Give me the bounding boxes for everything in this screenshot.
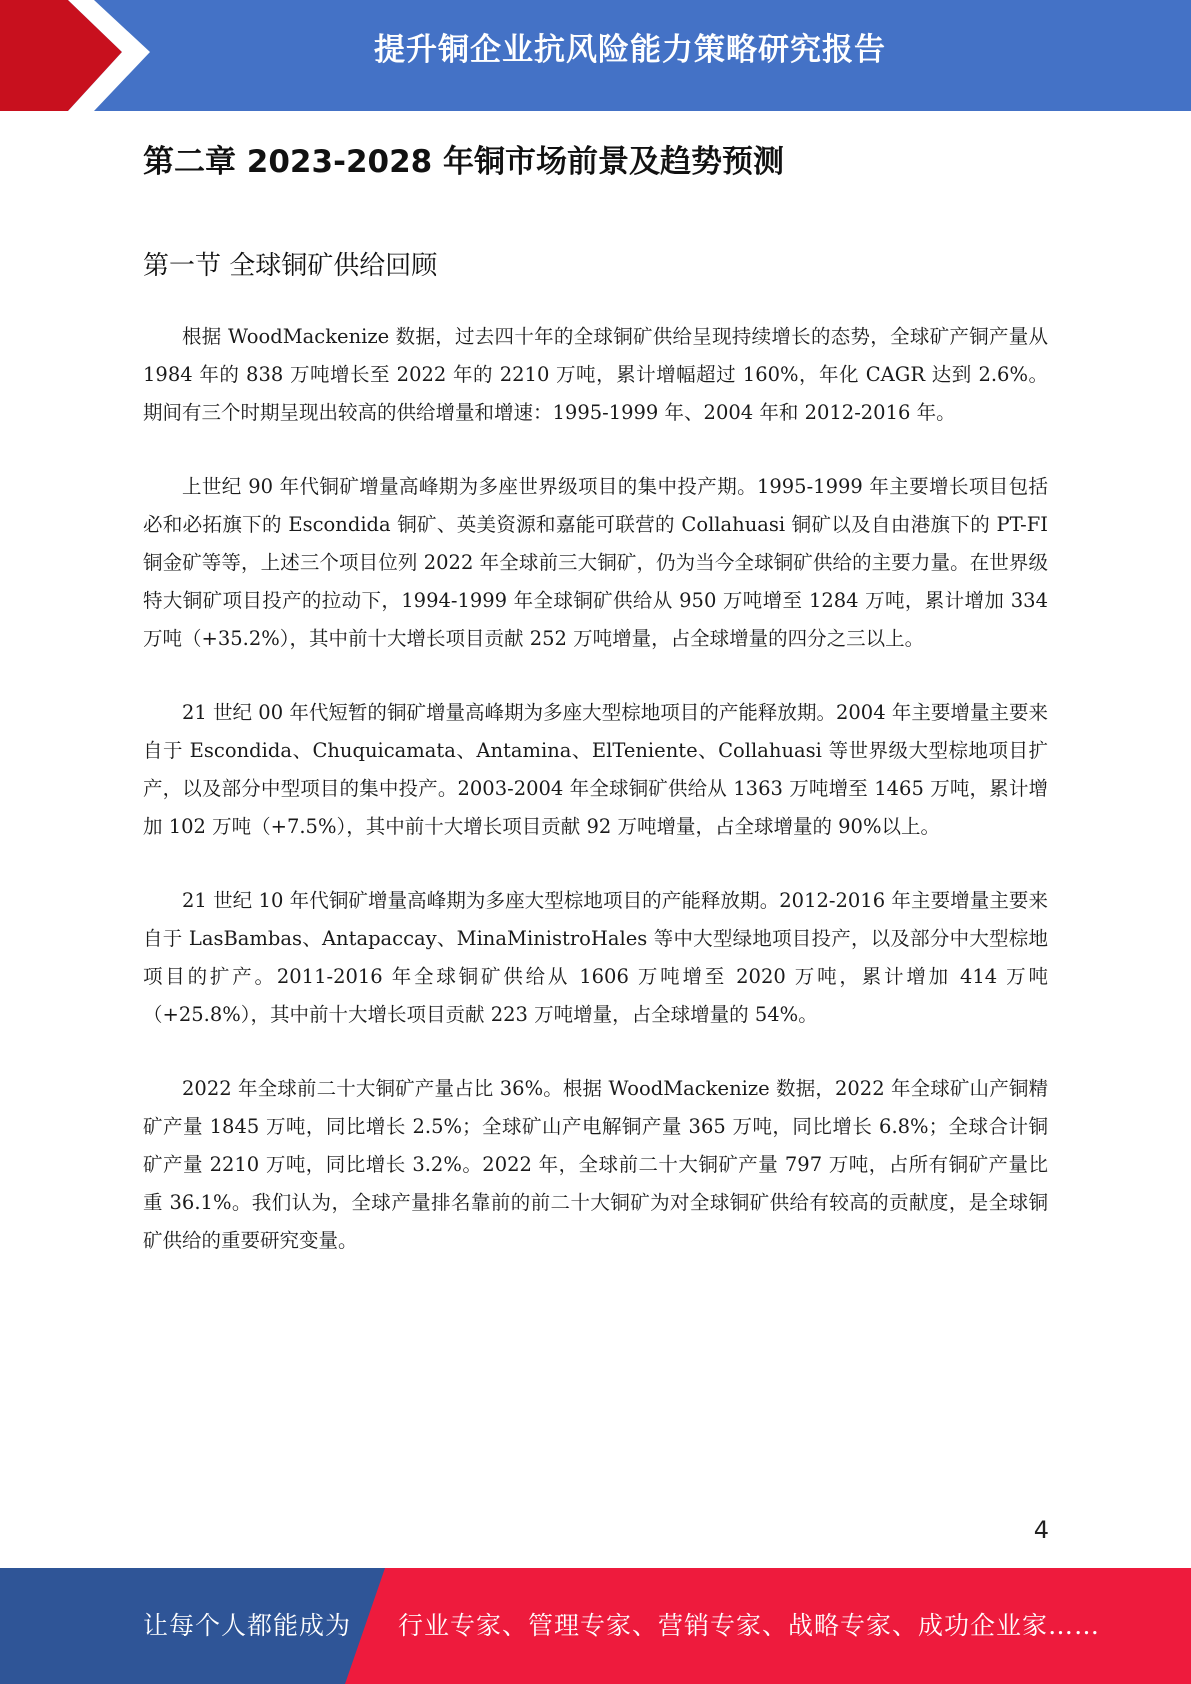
page-header bbox=[0, 0, 1191, 111]
page-number: 4 bbox=[1033, 1516, 1049, 1544]
paragraph: 21 世纪 10 年代铜矿增量高峰期为多座大型棕地项目的产能释放期。2012-2016 年主要增量主要来自于 LasBambas、Antapaccay、MinaMinistroHales 等中大型绿地项目投产，以及部分中大型棕地项目的扩产。2011-2016 年全球铜矿供给从 1606 万吨增至 2020 万吨，累计增加 414 万吨（+25.8%），其中前十大增长项目贡献 223 万吨增量，占全球增量的 54%。 bbox=[143, 889, 1048, 1026]
red-chevron-decoration bbox=[0, 0, 160, 111]
paragraph: 21 世纪 00 年代短暂的铜矿增量高峰期为多座大型棕地项目的产能释放期。2004 年主要增量主要来自于 Escondida、Chuquicamata、Antamina、ElTeniente、Collahuasi 等世界级大型棕地项目扩产，以及部分中型项目的集中投产。2003-2004 年全球铜矿供给从 1363 万吨增至 1465 万吨，累计增加 102 万吨（+7.5%），其中前十大增长项目贡献 92 万吨增量，占全球增量的 90%以上。 bbox=[143, 701, 1048, 838]
paragraph: 上世纪 90 年代铜矿增量高峰期为多座世界级项目的集中投产期。1995-1999 年主要增长项目包括必和必拓旗下的 Escondida 铜矿、英美资源和嘉能可联营的 Collahuasi 铜矿以及自由港旗下的 PT-FI 铜金矿等等，上述三个项目位列 2022 年全球前三大铜矿，仍为当今全球铜矿供给的主要力量。在世界级特大铜矿项目投产的拉动下，1994-1999 年全球铜矿供给从 950 万吨增至 1284 万吨，累计增加 334 万吨（+35.2%），其中前十大增长项目贡献 252 万吨增量，占全球增量的四分之三以上。 bbox=[143, 475, 1048, 650]
section-title: 第一节 全球铜矿供给回顾 bbox=[143, 251, 438, 281]
page-footer bbox=[0, 1568, 1191, 1684]
footer-slogan-left: 让每个人都能成为 bbox=[143, 1611, 352, 1640]
paragraph: 2022 年全球前二十大铜矿产量占比 36%。根据 WoodMackenize 数据，2022 年全球矿山产铜精矿产量 1845 万吨，同比增长 2.5%；全球矿山产电解铜产量 365 万吨，同比增长 6.8%；全球合计铜矿产量 2210 万吨，同比增长 3.2%。2022 年，全球前二十大铜矿产量 797 万吨，占所有铜矿产量比重 36.1%。我们认为，全球产量排名靠前的前二十大铜矿为对全球铜矿供给有较高的贡献度，是全球铜矿供给的重要研究变量。 bbox=[143, 1077, 1048, 1252]
report-title: 提升铜企业抗风险能力策略研究报告 bbox=[374, 32, 886, 68]
paragraph: 根据 WoodMackenize 数据，过去四十年的全球铜矿供给呈现持续增长的态势，全球矿产铜产量从 1984 年的 838 万吨增长至 2022 年的 2210 万吨，累计增幅超过 160%，年化 CAGR 达到 2.6%。期间有三个时期呈现出较高的供给增量和增速：1995-1999 年、2004 年和 2012-2016 年。 bbox=[143, 325, 1048, 424]
footer-slogan-right: 行业专家、管理专家、营销专家、战略专家、成功企业家…… bbox=[398, 1611, 1101, 1640]
body-text bbox=[143, 318, 1048, 1296]
chapter-title: 第二章 2023-2028 年铜市场前景及趋势预测 bbox=[143, 144, 785, 180]
